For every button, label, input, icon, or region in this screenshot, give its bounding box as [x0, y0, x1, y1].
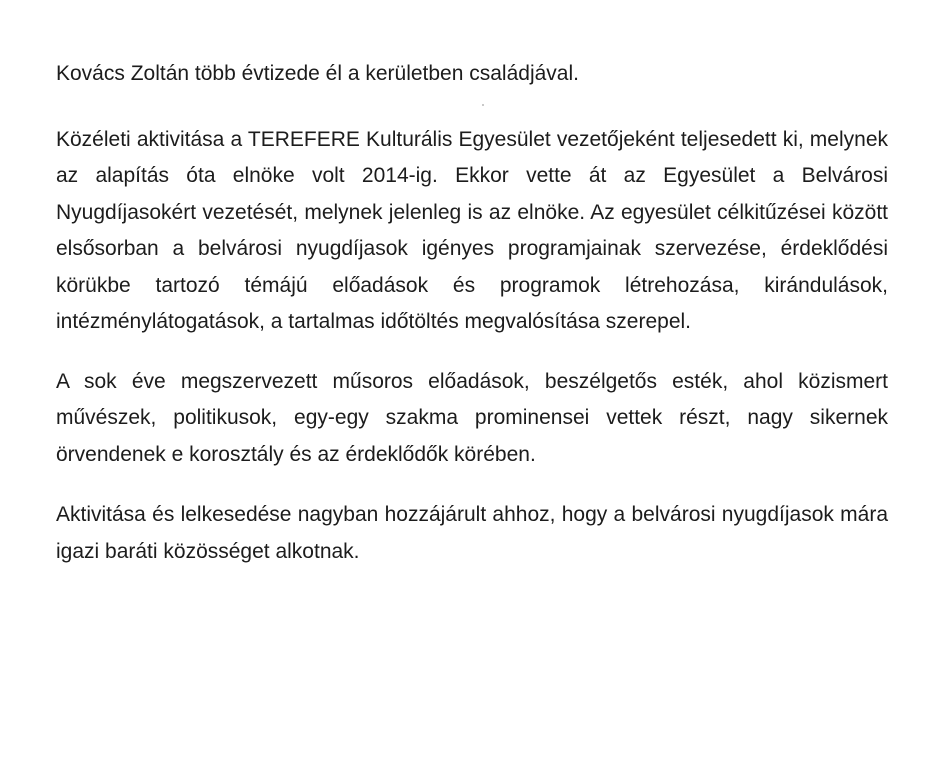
paragraph-programs: A sok éve megszervezett műsoros előadások, beszélgetős esték, ahol közismert művészek, politikusok, egy-egy szakma prominensei vettek részt, nagy sikernek örvendenek e korosztály és az érdeklődők körében. — [56, 369, 888, 466]
paragraph-intro: Kovács Zoltán több évtizede él a kerületben családjával. — [56, 62, 579, 85]
document-body — [56, 56, 888, 570]
paragraph-public-activity: Közéleti aktivitása a TEREFERE Kulturális Egyesület vezetőjeként teljesedett ki, melynek az alapítás óta elnöke volt 2014-ig. Ekkor vette át az Egyesület a Belvárosi Nyugdíjasokért vezetését, melynek jelenleg is az elnöke. Az egyesület célkitűzései között elsősorban a belvárosi nyugdíjasok igényes programjainak szervezése, érdeklődési körükbe tartozó témájú előadások és programok létrehozása, kirándulások, intézménylátogatások, a tartalmas időtöltés megvalósítása szerepel. — [56, 127, 888, 333]
paragraph-community: Aktivitása és lelkesedése nagyban hozzájárult ahhoz, hogy a belvárosi nyugdíjasok mára igazi baráti közösséget alkotnak. — [56, 503, 888, 563]
